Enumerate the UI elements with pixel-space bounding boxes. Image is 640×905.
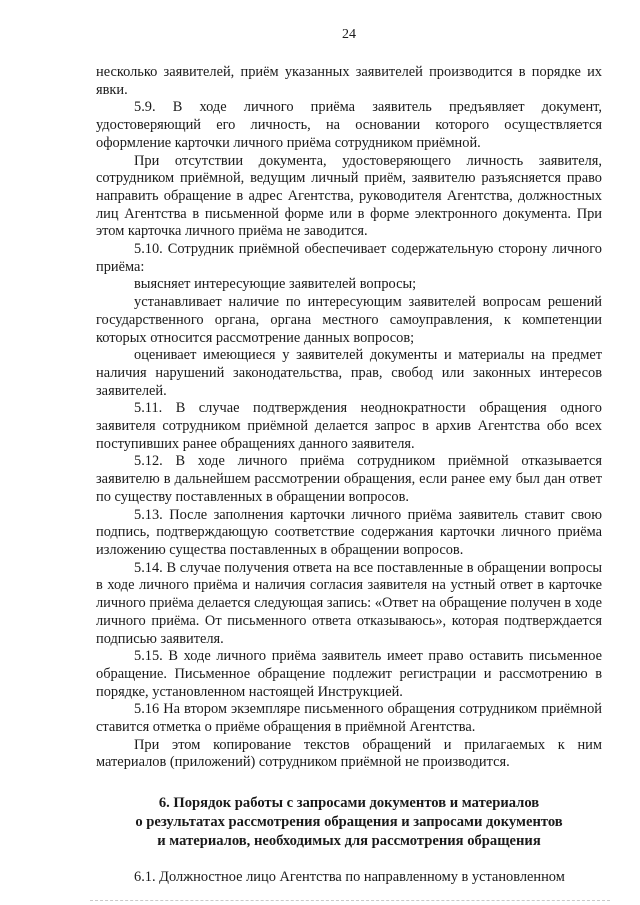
paragraph: 5.11. В случае подтверждения неоднократности обращения одного заявителя сотрудником приёмной делается запрос в архив Агентства обо всех поступивших ранее обращениях данного заявителя.: [96, 400, 602, 452]
page-number: 24: [342, 27, 356, 42]
paragraph: 5.13. После заполнения карточки личного приёма заявитель ставит свою подпись, подтверждающую соответствие содержания карточки личного приёма изложению существа поставленных в обращении вопросов.: [96, 506, 602, 558]
paragraph: 5.15. В ходе личного приёма заявитель имеет право оставить письменное обращение. Письменное обращение подлежит регистрации и рассмотрению в порядке, установленном настоящей Инструкцией.: [96, 648, 602, 700]
section-heading-line: и материалов, необходимых для рассмотрения обращения: [157, 833, 541, 850]
list-item: устанавливает наличие по интересующим заявителей вопросам решений государственного органа, органа местного самоуправления, к компетенции которых относится рассмотрение данных вопросов;: [96, 294, 602, 346]
section-heading: [96, 794, 602, 851]
paragraph: 5.12. В ходе личного приёма сотрудником приёмной отказывается заявителю в дальнейшем рассмотрении обращения, если ранее ему был дан ответ по существу поставленных в обращении вопросов.: [96, 453, 602, 505]
list-item: оценивает имеющиеся у заявителей документы и материалы на предмет наличия нарушений законодательства, прав, свобод или законных интересов заявителей.: [96, 347, 602, 399]
paragraph: 5.16 На втором экземпляре письменного обращения сотрудником приёмной ставится отметка о приёме обращения в приёмной Агентства.: [96, 701, 602, 736]
paragraph: При отсутствии документа, удостоверяющего личность заявителя, сотрудником приёмной, ведущим личный приём, заявителю разъясняется право направить обращение в адрес Агентства, руководителя Агентства, должностных лиц Агентства в письменной форме или в форме электронного документа. При этом карточка личного приёма не заводится.: [96, 152, 602, 240]
page-bottom-edge: [90, 900, 610, 901]
paragraph: При этом копирование текстов обращений и прилагаемых к ним материалов (приложений) сотрудником приёмной не производится.: [96, 736, 602, 771]
paragraph: 5.9. В ходе личного приёма заявитель предъявляет документ, удостоверяющий его личность, на основании которого осуществляется оформление карточки личного приёма сотрудником приёмной.: [96, 99, 602, 151]
body-text-continued: [96, 869, 602, 887]
section-heading-line: 6. Порядок работы с запросами документов и материалов: [158, 795, 540, 812]
section-heading-line: о результатах рассмотрения обращения и запросами документов: [135, 814, 563, 831]
paragraph: 5.10. Сотрудник приёмной обеспечивает содержательную сторону личного приёма:: [96, 241, 602, 275]
paragraph: 5.14. В случае получения ответа на все поставленные в обращении вопросы в ходе личного приёма и наличия согласия заявителя на устный ответ в карточке личного приёма делается следующая запись: «Ответ на обращение получен в ходе личного приёма. От письменного ответа отказываюсь», которая подтверждается подписью заявителя.: [96, 559, 602, 647]
list-item: выясняет интересующие заявителей вопросы;: [134, 276, 417, 293]
paragraph: несколько заявителей, приём указанных заявителей производится в порядке их явки.: [96, 64, 602, 98]
body-text: [96, 64, 602, 772]
paragraph: 6.1. Должностное лицо Агентства по направленному в установленном: [134, 869, 565, 886]
